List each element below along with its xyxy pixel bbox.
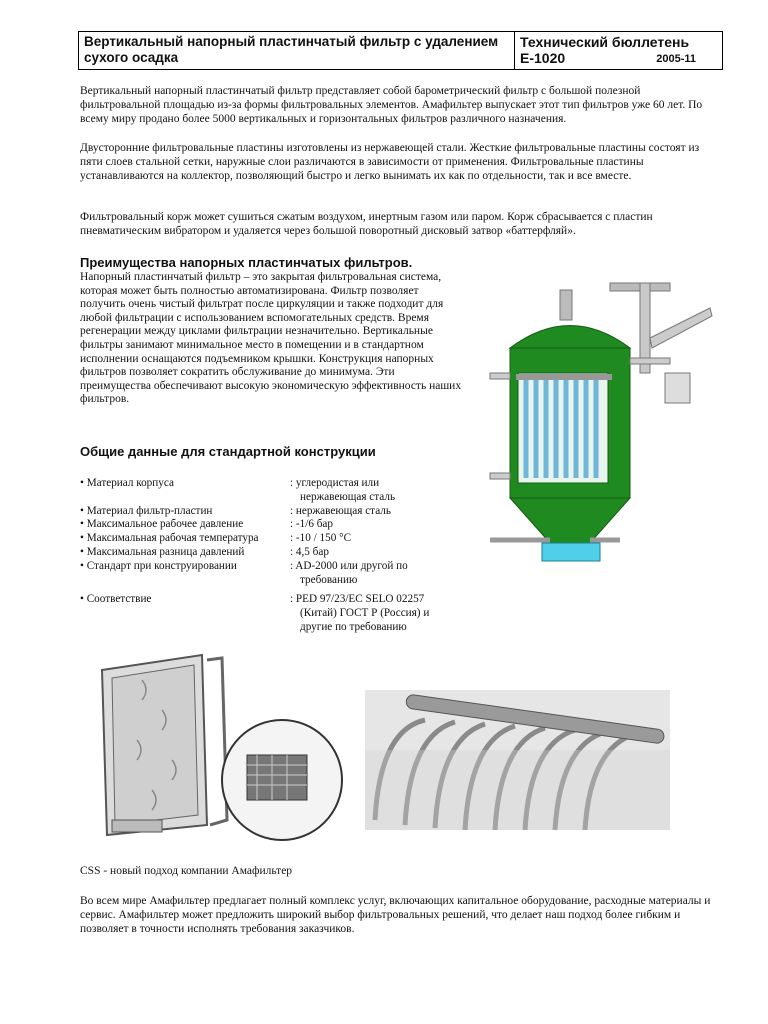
- spec-key: • Максимальное рабочее давление: [80, 518, 244, 531]
- document-title: Вертикальный напорный пластинчатый фильтр с удалением сухого осадка: [79, 32, 515, 69]
- intro-paragraph-2: Двусторонние фильтровальные пластины изготовлены из нержавеющей стали. Жесткие фильтровальные пластины состоят из пяти слоев стальной сетки, наружные слои различаются в зависимости от применения. Фильтровальные пластины устанавливаются на коллектор, позволяющий быстро и легко вынимать их как по отдельности, так и все вместе.: [80, 142, 700, 183]
- spec-value: : нержавеющая сталь: [290, 504, 391, 517]
- spec-row: [80, 518, 480, 532]
- advantages-text: Напорный пластинчатый фильтр – это закрытая фильтровальная система, которая может быть полностью автоматизирована. Фильтр позволяет получить очень чистый фильтрат после циркуляции и также подходит для любой фильтрации с использованием вспомогательных средств. Время регенерации между циклами фильтрации незначительно. Вертикальные фильтры занимают минимальное место в помещении и в стандартном исполнении оснащаются подъемником крышки. Конструкция напорных фильтров позволяет сократить обслуживание до минимума. Эти преимущества обеспечивают высокую экономическую эффективность наших фильтров.: [80, 271, 462, 406]
- spec-value-line: другие по требованию: [300, 620, 407, 633]
- spec-value: : -1/6 бар: [290, 518, 333, 531]
- pressure-filter-illustration: [480, 278, 720, 578]
- advantages-heading: Преимущества напорных пластинчатых фильтров.: [80, 255, 413, 270]
- spec-key: • Максимальная рабочая температура: [80, 532, 259, 545]
- plates-manifold-photo: [365, 690, 670, 830]
- spec-row: [80, 477, 480, 505]
- spec-value-line: : PED 97/23/EC SELO 02257: [290, 593, 425, 606]
- spec-value-line: нержавеющая сталь: [300, 490, 396, 503]
- filter-plate-illustration: [82, 650, 352, 845]
- spec-value-line: требованию: [300, 573, 358, 586]
- spec-row: [80, 532, 480, 546]
- spec-row: [80, 560, 480, 588]
- spec-value: : 4,5 бар: [290, 545, 329, 558]
- spec-value: [290, 593, 480, 634]
- spec-row: [80, 546, 480, 560]
- specs-heading: Общие данные для стандартной конструкции: [80, 444, 376, 459]
- spec-value-line: (Китай) ГОСТ Р (Россия) и: [300, 607, 430, 620]
- closing-paragraph: Во всем мире Амафильтер предлагает полный комплекс услуг, включающих капитальное оборудование, расходные материалы и сервис. Амафильтер может предложить широкий выбор фильтровальных решений, что делает наш подход более гибким и позволяет в точности исполнять требования заказчиков.: [80, 895, 711, 936]
- figure-caption: CSS - новый подход компании Амафильтер: [80, 865, 293, 877]
- spec-key: • Максимальная разница давлений: [80, 545, 245, 558]
- spec-key: • Стандарт при конструировании: [80, 559, 237, 572]
- bulletin-date: 2005-11: [656, 53, 696, 65]
- spec-value: : -10 / 150 °C: [290, 532, 352, 545]
- specs-list: [80, 477, 480, 635]
- spec-value: [290, 560, 480, 588]
- bulletin-code: E-1020: [520, 50, 566, 66]
- spec-key: • Материал корпуса: [80, 477, 174, 489]
- spec-key: • Материал фильтр-пластин: [80, 504, 213, 517]
- intro-paragraph-3: Фильтровальный корж может сушиться сжатым воздухом, инертным газом или паром. Корж сбрасывается с пластин пневматическим вибратором и удаляется через большой поворотный дисковый затвор «баттерфляй».: [80, 211, 653, 238]
- document-header: [78, 31, 723, 70]
- spec-value-line: : AD-2000 или другой по: [290, 559, 408, 572]
- bulletin-info: [515, 32, 722, 69]
- spec-value: [290, 477, 480, 505]
- bulletin-label: Технический бюллетень: [520, 34, 690, 50]
- spec-key: • Соответствие: [80, 593, 152, 606]
- spec-value-line: : углеродистая или: [290, 477, 380, 489]
- spec-row: [80, 505, 480, 519]
- intro-paragraph-1: Вертикальный напорный пластинчатый фильтр представляет собой барометрический фильтр с большой полезной фильтровальной площадью из-за формы фильтровальных элементов. Амафильтер выпускает этот тип фильтров уже 60 лет. По всему миру продано более 5000 вертикальных и горизонтальных фильтров различного назначения.: [80, 85, 703, 126]
- spec-row: [80, 593, 480, 634]
